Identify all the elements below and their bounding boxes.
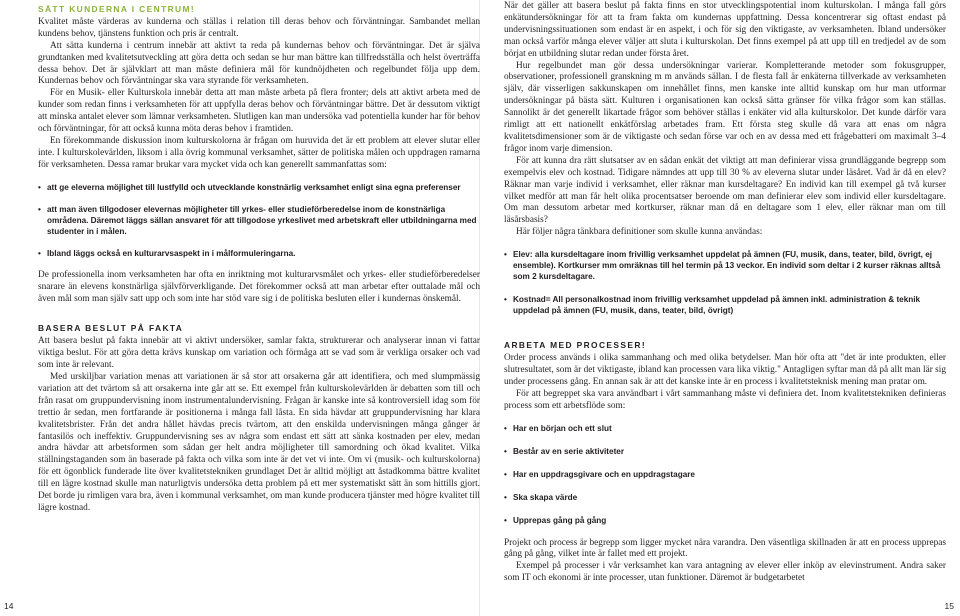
paragraph: Projekt och process är begrepp som ligger mycket nära varandra. Den väsentliga skillnaden är att en process upprepas gång på gång, vilket inte är fallet med ett projekt. [504, 537, 946, 560]
paragraph: De professionella inom verksamheten har ofta en inriktning mot kulturarvsmålet och yrkes- eller studieförberedelser snarare än elevens konstnärliga självförverkligande. Det förekommer också att man arbetar efter outtalade mål och även mål som man själv satt upp och som inte har stöd vare sig i de politiska besluten eller i kundernas önskemål. [38, 269, 480, 304]
section-heading-facts: BASERA BESLUT PÅ FAKTA [38, 323, 184, 334]
bullet-icon: • [504, 469, 507, 479]
goals-bullet-list [38, 182, 480, 259]
list-item: • att ge eleverna möjlighet till lustfylld och utvecklande konstnärlig verksamhet enligt sina egna preferenser [38, 182, 461, 192]
paragraph: Exempel på processer i vår verksamhet kan vara antagning av elever eller inköp av elevinstrument. Andra saker som IT och ekonomi är inte processer, utan funktioner. Däremot är budgetarbetet [504, 561, 946, 584]
list-item: • Elev: alla kursdeltagare inom frivillig verksamhet uppdelat på ämnen (FU, musik, dans, teater, bild, övrigt, ej ensemble). Kortkurser mm omräknas till hel termin på 13 veckor. En individ som deltar i 2 kurser räknas alltså som 2 kursdeltagare. [504, 250, 941, 282]
bullet-icon: • [504, 515, 507, 525]
list-item: • Ibland läggs också en kulturarvsaspekt in i målformuleringarna. [38, 248, 296, 258]
right-page-column [504, 1, 946, 585]
page-number-right: 15 [944, 601, 954, 611]
section-heading-processes: ARBETA MED PROCESSER! [504, 340, 647, 351]
paragraph: En förekommande diskussion inom kulturskolorna är frågan om huruvida det är ett problem att elever slutar eller inte. I kulturskolevärlden, liksom i alla övrig kommunal verksamhet, sätter de politiska målen och uppdragen ramarna för verksamheten. Dessa ramar brukar vara mycket vida och kan generellt sammanfattas som: [38, 135, 480, 170]
section-heading-customers: SÄTT KUNDERNA I CENTRUM! [38, 4, 196, 14]
bullet-icon: • [504, 446, 507, 456]
list-item: • Kostnad= All personalkostnad inom frivillig verksamhet uppdelad på ämnen inkl. administration & teknik uppdelad på ämnen (FU, musik, dans, teater, bild, övrigt) [504, 295, 921, 316]
bullet-icon: • [38, 182, 41, 192]
page-number-left: 14 [4, 601, 14, 611]
bullet-icon: • [504, 250, 507, 260]
paragraph: För en Musik- eller Kulturskola innebär detta att man måste arbeta på flera fronter; dels att aktivt arbeta med de kunder som redan finns i verksamheten för att uppfylla deras behov och förväntningar bättre. Det är dessutom viktigt att minska antalet elever som lämnar verksamheten. Slutligen kan man undersöka vad potentiella kunder har för behov och förväntningar, för att också kunna möta deras behov i framtiden. [38, 88, 480, 135]
bullet-icon: • [504, 295, 507, 305]
paragraph: Här följer några tänkbara definitioner som skulle kunna användas: [516, 227, 763, 238]
bullet-icon: • [504, 492, 507, 502]
paragraph: För att begreppet ska vara användbart i vårt sammanhang måste vi definiera det. Inom kvalitetstekniken definieras process som ett arbetsflöde som: [504, 388, 946, 411]
bullet-icon: • [38, 204, 41, 214]
left-page-column [38, 4, 480, 515]
paragraph: För att kunna dra rätt slutsatser av en sådan enkät det viktigt att man definierar vissa grundläggande begrepp som exempelvis elev och kostnad. Tidigare nämndes att upp till 30 % av eleverna slutar under läsåret. Vad är då en elev? Räknar man varje individ i verksamhet, eller räknar man kursdeltagare? En individ kan till exempel gå två kurser vilket medför att man får helt olika procentsatser beroende om man definierar elev som individ eller kursdeltagare. Om man dessutom arbetar med kortkurser, räknar man då en deltagare som 1 elev, eller räknar man om till läsårsbasis? [504, 155, 946, 226]
list-item: • Upprepas gång på gång [504, 515, 607, 525]
bullet-icon: • [504, 423, 507, 433]
list-item: • Har en början och ett slut [504, 423, 612, 433]
paragraph: Att basera beslut på fakta innebär att vi aktivt undersöker, samlar fakta, strukturerar och analyserar innan vi fattar viktiga beslut. För att göra detta krävs kunskap om variation och förmåga att se vad som är verkliga orsaker och vad som inte är relevant. [38, 336, 480, 371]
paragraph: Kvalitet måste värderas av kunderna och ställas i relation till deras behov och förväntningar. Sambandet mellan kundens behov, tjänstens funktion och pris är centralt. [38, 16, 480, 39]
list-item: • Har en uppdragsgivare och en uppdragstagare [504, 469, 695, 479]
process-bullet-list [504, 423, 946, 526]
paragraph: Hur regelbundet man gör dessa undersökningar varierar. Kompletterande metoder som fokusgrupper, observationer, professionell granskning m m används sällan. I de flesta fall är enkäterna tillverkade av verksamheten själv, där visserligen sakkunskapen om innehållet finns, men kanske inte alltid kunskap om hur man utformar undersökningar på bästa sätt. Kulturen i organisationen kan också sätta gränser för vilka frågor som kan ställas. Sannolikt är det generellt likartade frågor som behöver ställas i enkäter vid alla kulturskolor. Det kunde därför vara rimligt att ett nationellt enkätförslag arbetades fram. Ett första steg skulle då vara att enas om några kvalitetsdimensioner som är de viktigaste och sedan förse var och en av dessa med ett frågebatteri om maximalt 3–4 frågor inom varje dimension. [504, 60, 946, 154]
paragraph: Att sätta kunderna i centrum innebär att aktivt ta reda på kundernas behov och förväntningar. Det är själva grundtanken med kvalitetsutveckling att göra detta och sedan se hur man bättre kan tillfredsställa och helst överträffa dessa behov. Det är självklart att man måste definiera mål för kundnöjdheten och regelbundet följa upp dem. Kundernas behov och förväntningar ska vara styrande för verksamheten. [38, 40, 480, 87]
definitions-bullet-list [504, 249, 946, 316]
paragraph: När det gäller att basera beslut på fakta finns en stor utvecklingspotential inom kulturskolan. I många fall görs enkätundersökningar för att ta fram fakta om kundernas uppfattning. Dessa koncentrerar sig oftast endast på undervisningssituationen som endast är en aspekt, i och för sig den viktigaste, av verksamheten. Ibland undersöker man också varför många elever väljer att sluta i kulturskolan. Det finns exempel på att upp till en tredjedel av de som börjat en utbildning slutar redan under första året. [504, 1, 946, 59]
bullet-icon: • [38, 248, 41, 258]
list-item: • Består av en serie aktiviteter [504, 446, 625, 456]
paragraph: Order process används i olika sammanhang och med olika betydelser. Man hör ofta att "det är inte produkten, eller slutresultatet, som är det viktigaste, ibland kan processen vara lika viktig." Antagligen syftar man då på allt man lär sig under processens gång. En annan sak är att det kanske inte är en process i kvalitetsteknisk mening man pratar om. [504, 353, 946, 387]
list-item: • Ska skapa värde [504, 492, 578, 502]
paragraph: Med urskiljbar variation menas att variationen är så stor att orsakerna går att identifiera, och med slumpmässig variation att det tvärtom så att orsakerna inte går att se. Ett exempel från kulturskolevärlden är debatten som till och från rasat om gruppundervisning inom instrumentalundervisning. Frågan är kanske inte så kontroversiell idag som för trettio år sedan, men fortfarande är positionerna i många fall låsta. En sida hävdar att gruppundervisning har klara kvalitetsbrister. Från det andra hållet hävdas precis tvärtom, att den enskilda undervisningen många gånger är fantasilös och ineffektiv. Gruppundervisning ses av några som endast ett sätt att sänka kostnaden per elev, medan andra hävdar att arbetsformen som sådan ger helt andra möjligheter till samordning och ökad kvalitet. Vilka ställningstaganden som än baserade på fakta och vilka som inte är det vet vi inte. Om vi (musik- och kulturskolorna) för ett ögonblick funderade lite över kvalitetstekniken grundlaget Det är alltid möjligt att åstadkomma bättre kvalitet till en lägre kostnad skulle man naturligtvis undersöka detta problem på ett mer systematiskt sätt än som hittills gjort. Det borde ju rimligen vara bra, även i kommunal verksamhet, om man kunde producera tjänster med högre kvalitet till lägre kostnad. [38, 372, 480, 513]
list-item: • att man även tillgodoser elevernas möjligheter till yrkes- eller studieförberedelse inom de konstnärliga områdena. Däremot läggs sällan ansvaret för att tillgodose yrkeslivet med arbetskraft eller utbildningarna med studenter in i målen. [38, 204, 477, 236]
